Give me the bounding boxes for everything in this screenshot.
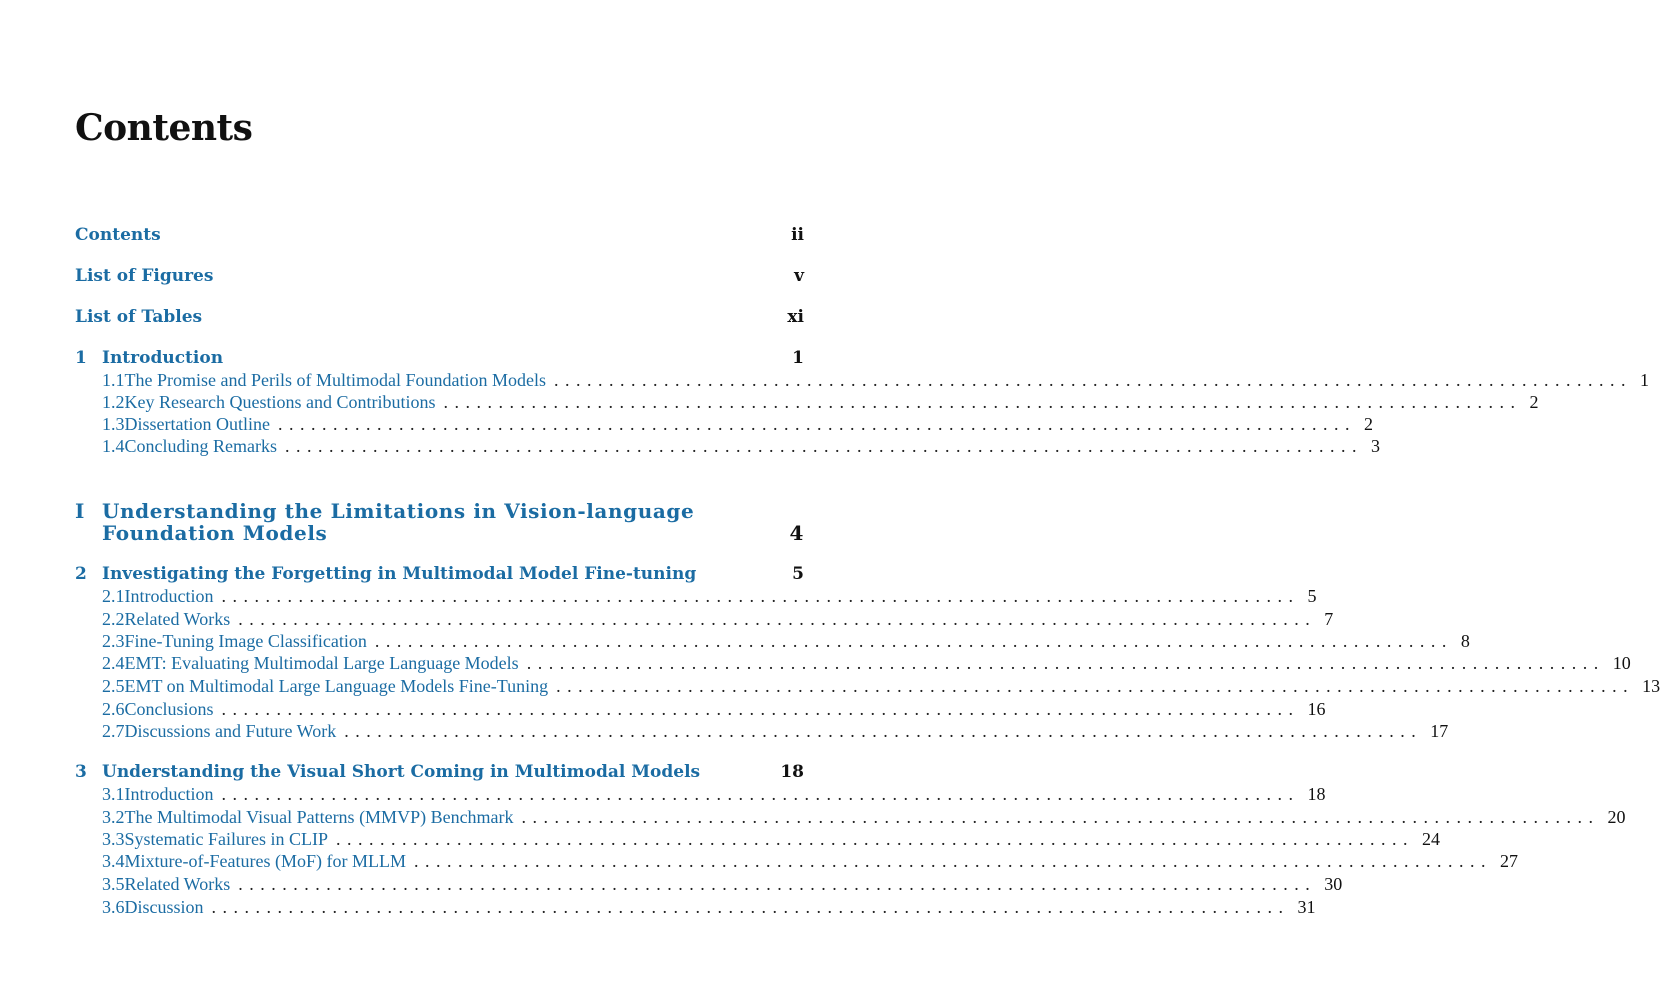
section-number: 1.1 <box>102 370 125 390</box>
section-number: 2.4 <box>102 653 125 673</box>
section-number: 1.2 <box>102 392 125 412</box>
dot-leader: .................................................................................................. <box>277 414 1356 434</box>
chapter-number: 3 <box>75 762 87 782</box>
toc-link-list-of-figures[interactable]: List of Figures <box>75 266 214 286</box>
toc-link-section[interactable]: Introduction <box>124 784 214 804</box>
page-number: 31 <box>1297 897 1316 917</box>
section-number: 2.3 <box>102 631 125 651</box>
toc-link-contents[interactable]: Contents <box>75 225 161 245</box>
toc-entry-list-of-figures[interactable] <box>75 266 804 286</box>
toc-link-section[interactable]: Related Works <box>124 609 231 629</box>
page-number: 8 <box>1460 631 1470 651</box>
page-number: 20 <box>1607 807 1626 827</box>
dot-leader: .................................................................................................. <box>526 653 1605 673</box>
dot-leader: .................................................................................................. <box>211 897 1290 917</box>
dot-leader: .................................................................................................. <box>221 699 1300 719</box>
page-number: xi <box>787 307 804 327</box>
page-title: Contents <box>75 107 253 149</box>
page-number: 27 <box>1499 851 1518 871</box>
dot-leader: .................................................................................................. <box>221 784 1300 804</box>
toc-link-section[interactable]: Concluding Remarks <box>124 436 277 456</box>
toc-link-section[interactable]: Introduction <box>124 586 214 606</box>
page-number: 17 <box>1430 721 1449 741</box>
page-number: 10 <box>1612 653 1631 673</box>
dot-leader: .................................................................................................. <box>443 392 1522 412</box>
toc-link-chapter-3[interactable]: Understanding the Visual Short Coming in Multimodal Models <box>102 762 701 782</box>
dot-leader: .................................................................................................. <box>284 436 1363 456</box>
toc-section-3-3[interactable] <box>75 829 1440 850</box>
page-number: 1 <box>792 348 804 368</box>
toc-section-2-7[interactable] <box>75 721 1449 742</box>
dot-leader: .................................................................................................. <box>335 829 1414 849</box>
toc-link-section[interactable]: Discussions and Future Work <box>124 721 337 741</box>
dot-leader: .................................................................................................. <box>413 851 1492 871</box>
dot-leader: .................................................................................................. <box>553 370 1632 390</box>
section-number: 1.3 <box>102 414 125 434</box>
section-number: 3.3 <box>102 829 125 849</box>
dot-leader: .................................................................................................. <box>556 676 1635 696</box>
dot-leader: .................................................................................................. <box>374 631 1453 651</box>
section-number: 2.5 <box>102 676 125 696</box>
toc-section-2-4[interactable] <box>75 653 1631 674</box>
toc-entry-contents[interactable] <box>75 225 804 245</box>
toc-section-1-1[interactable] <box>75 370 1649 391</box>
dot-leader: .................................................................................................. <box>238 609 1317 629</box>
page-number: 5 <box>792 564 804 584</box>
toc-link-chapter-2[interactable]: Investigating the Forgetting in Multimodal Model Fine-tuning <box>102 564 697 584</box>
page-number: ii <box>791 225 804 245</box>
page-number: 18 <box>1307 784 1326 804</box>
toc-link-section[interactable]: Conclusions <box>124 699 214 719</box>
page-number: 4 <box>789 521 804 545</box>
page-number: v <box>794 266 804 286</box>
toc-section-2-1[interactable] <box>75 586 1317 607</box>
toc-entry-list-of-tables[interactable] <box>75 307 804 327</box>
toc-chapter-3[interactable] <box>75 762 804 782</box>
page-number: 2 <box>1529 392 1539 412</box>
section-number: 2.2 <box>102 609 125 629</box>
dot-leader: .................................................................................................. <box>238 874 1317 894</box>
section-number: 2.7 <box>102 721 125 741</box>
toc-link-section[interactable]: Dissertation Outline <box>124 414 270 434</box>
page-number: 30 <box>1324 874 1343 894</box>
page-number: 1 <box>1639 370 1649 390</box>
page-number: 7 <box>1324 609 1334 629</box>
section-number: 3.2 <box>102 807 125 827</box>
section-number: 3.1 <box>102 784 125 804</box>
toc-section-2-5[interactable] <box>75 676 1660 697</box>
toc-part-1[interactable] <box>75 500 804 544</box>
toc-section-3-1[interactable] <box>75 784 1326 805</box>
page-number: 5 <box>1307 586 1317 606</box>
toc-section-2-3[interactable] <box>75 631 1470 652</box>
page-number: 2 <box>1363 414 1373 434</box>
dot-leader: .................................................................................................. <box>521 807 1600 827</box>
page-number: 18 <box>780 762 804 782</box>
page-number: 16 <box>1307 699 1326 719</box>
toc-link-part-1[interactable]: Understanding the Limitations in Vision-language Foundation Models <box>102 499 695 545</box>
page-number: 24 <box>1421 829 1440 849</box>
toc-section-3-6[interactable] <box>75 897 1316 918</box>
page-number: 3 <box>1370 436 1380 456</box>
toc-link-list-of-tables[interactable]: List of Tables <box>75 307 203 327</box>
toc-section-3-2[interactable] <box>75 807 1626 828</box>
toc-link-section[interactable]: Fine-Tuning Image Classification <box>124 631 367 651</box>
toc-section-2-6[interactable] <box>75 699 1326 720</box>
section-number: 3.6 <box>102 897 125 917</box>
toc-link-section[interactable]: The Promise and Perils of Multimodal Foundation Models <box>124 370 546 390</box>
toc-section-3-4[interactable] <box>75 851 1518 872</box>
chapter-number: 1 <box>75 348 87 368</box>
toc-link-section[interactable]: Mixture-of-Features (MoF) for MLLM <box>124 851 406 871</box>
toc-link-section[interactable]: EMT on Multimodal Large Language Models Fine-Tuning <box>124 676 549 696</box>
section-number: 1.4 <box>102 436 125 456</box>
section-number: 3.4 <box>102 851 125 871</box>
toc-link-section[interactable]: Discussion <box>124 897 204 917</box>
toc-chapter-1[interactable] <box>75 348 804 368</box>
chapter-number: 2 <box>75 564 87 584</box>
toc-section-1-3[interactable] <box>75 414 1373 435</box>
section-number: 2.1 <box>102 586 125 606</box>
part-number: I <box>75 499 85 523</box>
toc-link-section[interactable]: Related Works <box>124 874 231 894</box>
toc-link-section[interactable]: Systematic Failures in CLIP <box>124 829 328 849</box>
toc-chapter-2[interactable] <box>75 564 804 584</box>
toc-link-section[interactable]: The Multimodal Visual Patterns (MMVP) Benchmark <box>124 807 514 827</box>
dot-leader: .................................................................................................. <box>344 721 1423 741</box>
toc-section-1-2[interactable] <box>75 392 1539 413</box>
toc-link-chapter-1[interactable]: Introduction <box>102 348 224 368</box>
toc-section-3-5[interactable] <box>75 874 1343 895</box>
section-number: 3.5 <box>102 874 125 894</box>
toc-section-2-2[interactable] <box>75 609 1334 630</box>
dot-leader: .................................................................................................. <box>221 586 1300 606</box>
toc-link-section[interactable]: EMT: Evaluating Multimodal Large Language Models <box>124 653 519 673</box>
section-number: 2.6 <box>102 699 125 719</box>
page-number: 13 <box>1642 676 1660 696</box>
toc-section-1-4[interactable] <box>75 436 1380 457</box>
toc-link-section[interactable]: Key Research Questions and Contributions <box>124 392 436 412</box>
